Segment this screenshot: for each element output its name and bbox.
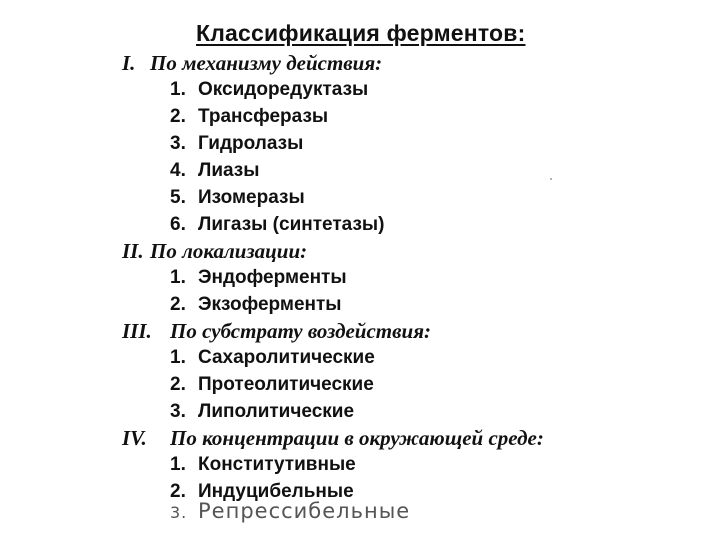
item-text: Протеолитические [198,374,374,395]
item-text: Сахаролитические [198,347,375,368]
item-number: 3. [170,133,186,154]
item-text: Липолитические [198,401,355,422]
list-item [170,375,374,394]
item-text: Гидролазы [198,133,304,154]
item-number: 2. [170,106,186,127]
item-number: 3. [170,401,186,422]
list-item [170,107,328,126]
list-item [170,80,368,99]
section-4-title: По концентрации в окружающей среде: [170,426,544,450]
item-number: 6. [170,214,186,235]
item-text: Экзоферменты [198,294,342,315]
item-number: 4. [170,160,186,181]
item-number: 2. [170,374,186,395]
page-title: Классификация ферментов: [196,20,526,46]
item-number: 1. [170,454,186,475]
list-item [170,188,305,207]
list-item [170,161,259,180]
item-text: Трансферазы [198,106,329,127]
section-2-number: II. [122,239,144,263]
item-text: Лиазы [198,160,260,181]
list-item [170,455,356,474]
section-3-title: По субстрату воздействия: [170,319,432,343]
section-2-title: По локализации: [150,239,308,263]
item-number: 1. [170,347,186,368]
scan-speck [550,178,552,180]
item-text: Индуцибельные [198,481,354,502]
list-item [170,268,347,287]
section-1-number: I. [122,51,136,75]
item-number: 1. [170,79,186,100]
item-number: 1. [170,267,186,288]
section-1-title: По механизму действия: [150,51,383,75]
item-number: 3. [170,503,188,522]
handwritten-list-item [170,501,410,522]
list-item [170,348,375,367]
item-text: Репрессибельные [198,499,411,523]
item-text: Конститутивные [198,454,356,475]
item-text: Оксидоредуктазы [198,79,369,100]
list-item [170,402,354,421]
list-item [170,215,384,234]
section-4-number: IV. [122,426,147,450]
list-item [170,295,342,314]
list-item [170,134,303,153]
item-number: 5. [170,187,186,208]
section-3-number: III. [122,319,152,343]
item-text: Лигазы (синтетазы) [198,214,385,235]
item-text: Изомеразы [198,187,305,208]
item-number: 2. [170,294,186,315]
item-text: Эндоферменты [198,267,347,288]
item-number: 2. [170,481,186,502]
